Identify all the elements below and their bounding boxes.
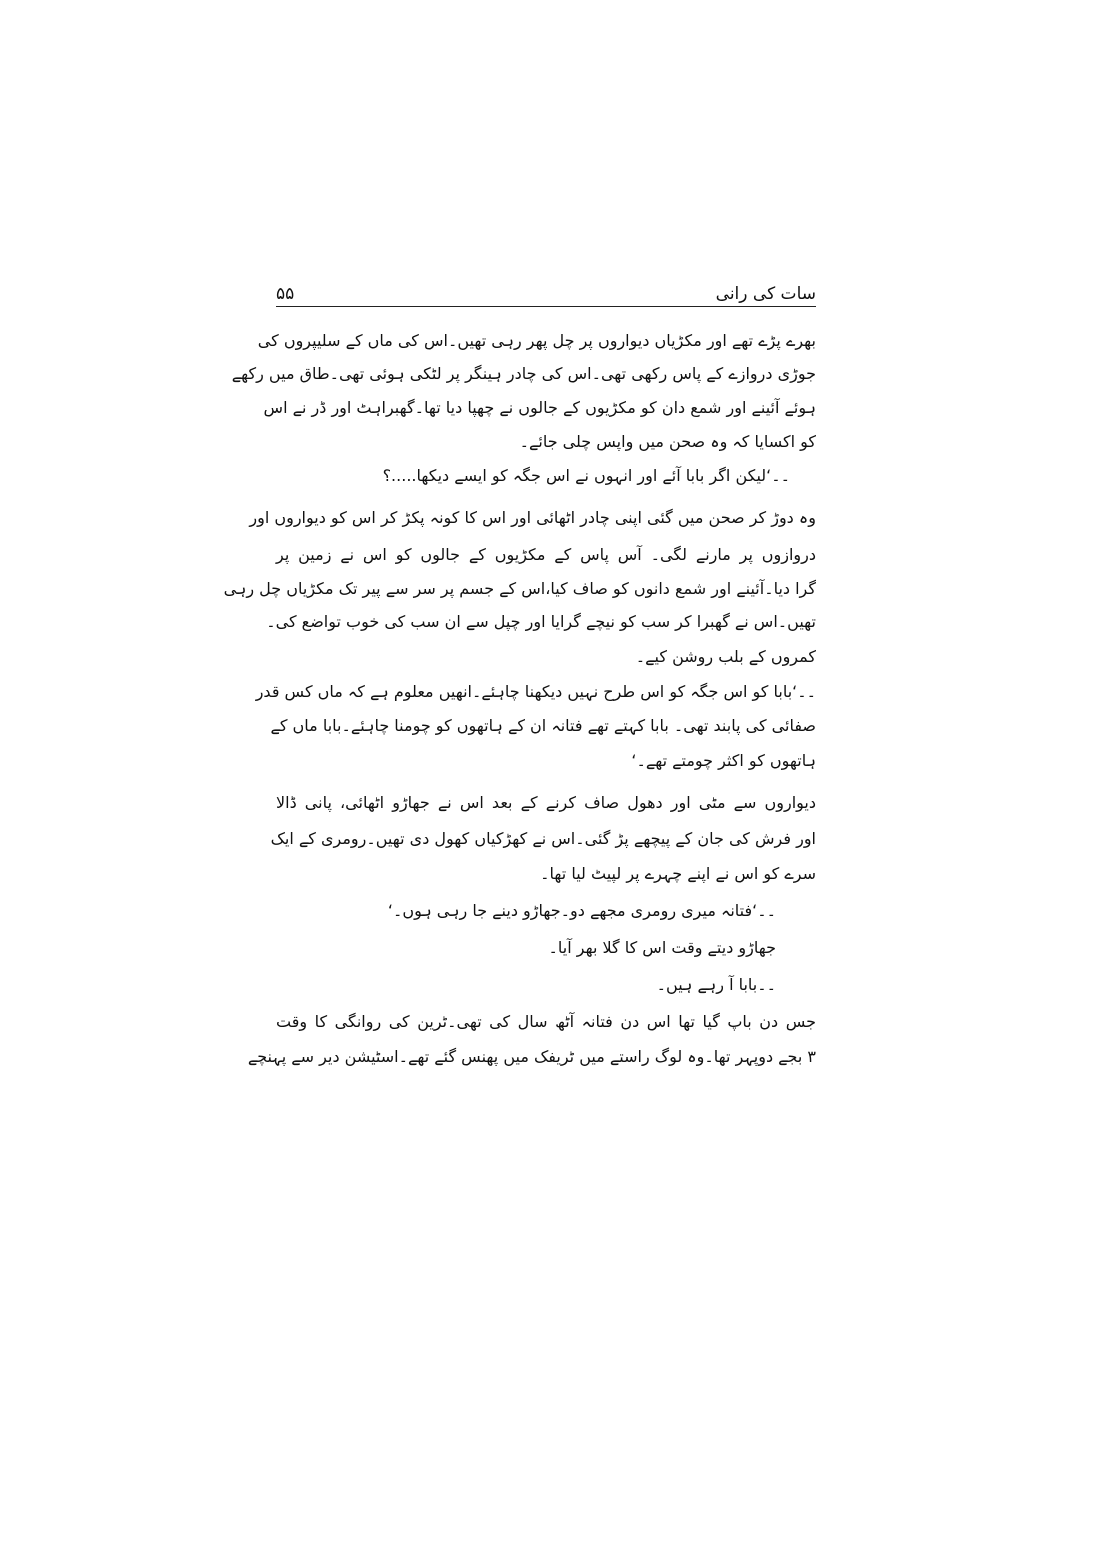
text-line: اور فرش کی جان کے پیچھے پڑ گئی۔اس نے کھڑکیاں کھول دی تھیں۔رومری کے ایک bbox=[270, 829, 816, 848]
text-line: تھیں۔اس نے گھبرا کر سب کو نیچے گرایا اور چپل سے ان سب کی خوب تواضع کی۔ bbox=[266, 612, 816, 631]
text-line: کو اکسایا کہ وہ صحن میں واپس چلی جائے۔ bbox=[519, 432, 816, 451]
text-line: ہاتھوں کو اکثر چومتے تھے۔‘ bbox=[631, 751, 816, 770]
text-line: سرے کو اس نے اپنے چہرے پر لپیٹ لیا تھا۔ bbox=[540, 864, 816, 883]
text-line: گرا دیا۔آئینے اور شمع دانوں کو صاف کیا،اس کے جسم پر سر سے پیر تک مکڑیاں چل رہی bbox=[223, 579, 816, 598]
page-number: ۵۵ bbox=[276, 284, 295, 304]
text-line: وہ دوڑ کر صحن میں گئی اپنی چادر اٹھائی اور اس کا کونہ پکڑ کر اس کو دیواروں اور bbox=[249, 508, 816, 527]
text-line: دروازوں پر مارنے لگی۔ آس پاس کے مکڑیوں کے جالوں کو اس نے زمین پر bbox=[276, 545, 816, 564]
running-title: سات کی رانی bbox=[715, 284, 816, 304]
text-line: جھاڑو دیتے وقت اس کا گلا بھر آیا۔ bbox=[548, 938, 776, 957]
text-line: کمروں کے بلب روشن کیے۔ bbox=[635, 647, 816, 666]
text-line: صفائی کی پابند تھی۔ بابا کہتے تھے فتانہ ان کے ہاتھوں کو چومنا چاہئے۔بابا ماں کے bbox=[270, 716, 816, 735]
text-line: جوڑی دروازے کے پاس رکھی تھی۔اس کی چادر ہینگر پر لٹکی ہوئی تھی۔طاق میں رکھے bbox=[231, 364, 816, 383]
text-line: ۔۔‘فتانہ میری رومری مجھے دو۔جھاڑو دینے جا رہی ہوں۔‘ bbox=[387, 901, 776, 920]
page-header bbox=[276, 282, 816, 308]
text-line: بھرے پڑے تھے اور مکڑیاں دیواروں پر چل پھر رہی تھیں۔اس کی ماں کے سلیپروں کی bbox=[257, 331, 816, 350]
text-line: ۳ بجے دوپہر تھا۔وہ لوگ راستے میں ٹریفک میں پھنس گئے تھے۔اسٹیشن دیر سے پہنچے bbox=[247, 1047, 816, 1066]
text-line: ۔۔‘لیکن اگر بابا آئے اور انہوں نے اس جگہ کو ایسے دیکھا.....؟ bbox=[382, 466, 790, 485]
text-line: ۔۔‘بابا کو اس جگہ کو اس طرح نہیں دیکھنا چاہئے۔انھیں معلوم ہے کہ ماں کس قدر bbox=[255, 682, 816, 701]
header-rule bbox=[276, 306, 816, 307]
text-line: ۔۔بابا آ رہے ہیں۔ bbox=[656, 975, 776, 994]
text-line: جس دن باپ گیا تھا اس دن فتانہ آٹھ سال کی تھی۔ٹرین کی روانگی کا وقت bbox=[276, 1012, 816, 1031]
text-line: دیواروں سے مٹی اور دھول صاف کرنے کے بعد اس نے جھاڑو اٹھائی، پانی ڈالا bbox=[276, 793, 816, 812]
text-line: ہوئے آئینے اور شمع دان کو مکڑیوں کے جالوں نے چھپا دیا تھا۔گھبراہٹ اور ڈر نے اس bbox=[263, 398, 816, 417]
